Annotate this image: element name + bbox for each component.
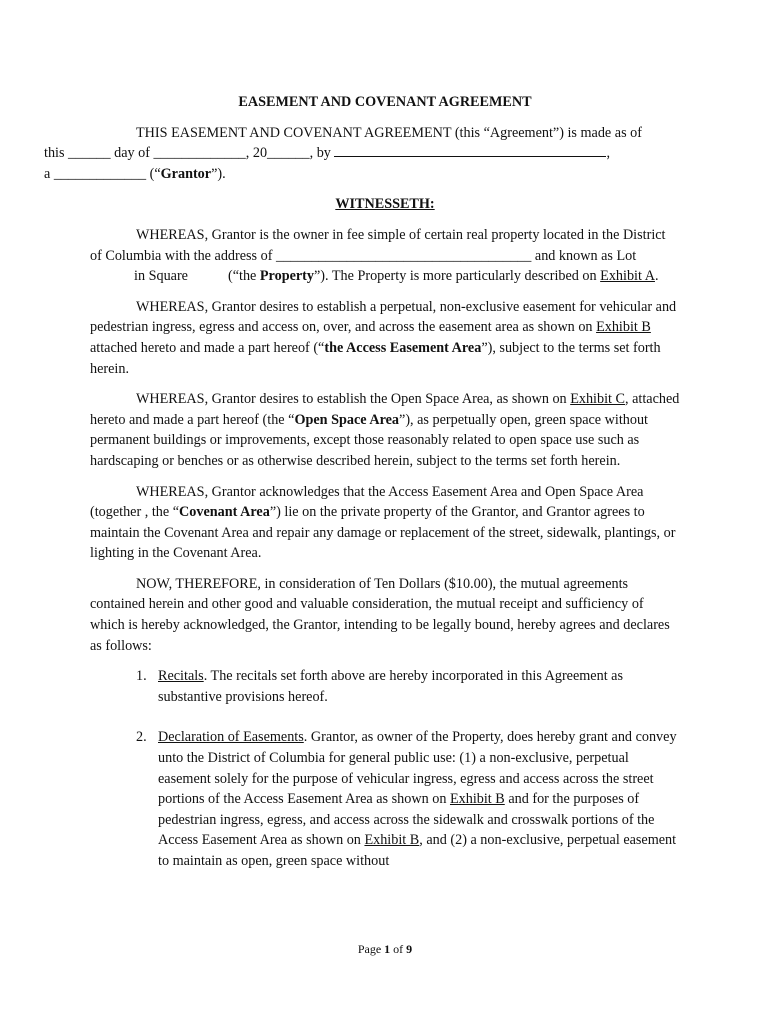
whereas2-text-c: ”), subject to the terms set forth herein. (90, 339, 661, 377)
page-total: 9 (406, 942, 413, 956)
declaration-text-c: , and (2) a non-exclusive, perpetual easement to maintain as open, green space without (158, 832, 677, 869)
whereas1-text-b: in Square (134, 268, 188, 285)
exhibit-b-ref: Exhibit B (596, 319, 651, 336)
whereas1-text-c: (“the (227, 268, 257, 285)
whereas2-text-a: WHEREAS, Grantor desires to establish a perpetual, non-exclusive easement for vehicular and pedestrian ingress, egress and access on, over, and across the easement area as shown on (90, 298, 677, 336)
whereas3-text-c: ”), as perpetually open, green space without permanent buildings or improvements, except those reasonably related to open space use such as hardscaping or benches or as otherwise described herein, subject to the terms set forth herein. (90, 411, 648, 469)
recitals-text: . The recitals set forth above are hereby incorporated in this Agreement as substantive provisions hereof. (158, 668, 623, 705)
document-title: EASEMENT AND COVENANT AGREEMENT (238, 94, 532, 110)
item-number: 1. (136, 668, 147, 685)
item-number: 2. (136, 729, 147, 746)
whereas4-text-b: ”) lie on the private property of the Grantor, and Grantor agrees to maintain the Covenant Area and repair any damage or replacement of the street, sidewalk, plantings, or lighting in the Covenant Area. (90, 504, 676, 562)
of-label: of (393, 942, 404, 956)
exhibit-b-ref: Exhibit B (364, 832, 420, 849)
whereas2-text-b: attached hereto and made a part hereof (“ (90, 339, 325, 356)
document-page (44, 92, 680, 892)
whereas-paragraph-2 (90, 297, 680, 379)
covenant-area-defined-term: Covenant Area (179, 504, 270, 521)
property-defined-term: Property (259, 268, 314, 285)
whereas3-text-a: WHEREAS, Grantor desires to establish the Open Space Area, as shown on (136, 391, 567, 408)
grantor-defined-term: Grantor (160, 165, 212, 182)
declaration-text-a: . Grantor, as owner of the Property, does hereby grant and convey unto the District of Columbia for general public use: (1) a non-exclusive, perpetual easement solely for the purpose of vehicular ingress, egress and access across the street portions of the Access Easement Area as shown on (158, 729, 677, 808)
recitals-heading: Recitals (158, 668, 204, 685)
list-item (90, 666, 680, 707)
page-footer (0, 942, 770, 957)
intro-line3b: ”). (211, 165, 226, 182)
intro-paragraph (44, 123, 680, 185)
numbered-provisions (90, 666, 680, 871)
exhibit-b-ref: Exhibit B (449, 791, 505, 808)
intro-line2a: this ______ day of _____________, 20______, by (44, 145, 331, 162)
whereas4-text-a: WHEREAS, Grantor acknowledges that the Access Easement Area and Open Space Area (together , the “ (90, 483, 644, 521)
whereas-paragraph-4 (90, 482, 680, 564)
intro-line3a: a _____________ (“ (44, 165, 161, 182)
whereas1-text-a: WHEREAS, Grantor is the owner in fee simple of certain real property located in the District of Columbia with the address of ____________________________________ and known as Lot (90, 226, 666, 264)
witnesseth-heading: WITNESSETH: (335, 196, 435, 213)
access-easement-defined-term: the Access Easement Area (324, 339, 482, 356)
exhibit-c-ref: Exhibit C (570, 391, 625, 408)
open-space-defined-term: Open Space Area (294, 411, 400, 428)
therefore-paragraph: NOW, THEREFORE, in consideration of Ten Dollars ($10.00), the mutual agreements contained herein and other good and valuable consideration, the mutual receipt and sufficiency of which is hereby acknowledged, the Grantor, intending to be legally bound, hereby agrees and declares as follows: (90, 575, 670, 654)
whereas3-text-b: , attached hereto and made a part hereof (the “ (90, 391, 680, 428)
whereas-paragraph-1 (90, 225, 680, 287)
intro-line1: THIS EASEMENT AND COVENANT AGREEMENT (this “Agreement”) is made as of (136, 124, 642, 141)
declaration-text-b: and for the purposes of pedestrian ingress, egress, and access across the sidewalk and crosswalk portions of the Access Easement Area as shown on (158, 791, 655, 849)
intro-line2b: , (606, 145, 610, 162)
exhibit-a-ref: Exhibit A (600, 268, 655, 285)
whereas-paragraph-3 (90, 389, 680, 471)
page-label: Page (357, 942, 382, 956)
page-number: 1 (384, 942, 391, 956)
party-name-blank (334, 144, 606, 157)
whereas1-text-e: . (654, 268, 659, 285)
declaration-heading: Declaration of Easements (158, 729, 304, 746)
list-item (90, 727, 680, 871)
whereas1-text-d: ”). The Property is more particularly described on (314, 268, 597, 285)
